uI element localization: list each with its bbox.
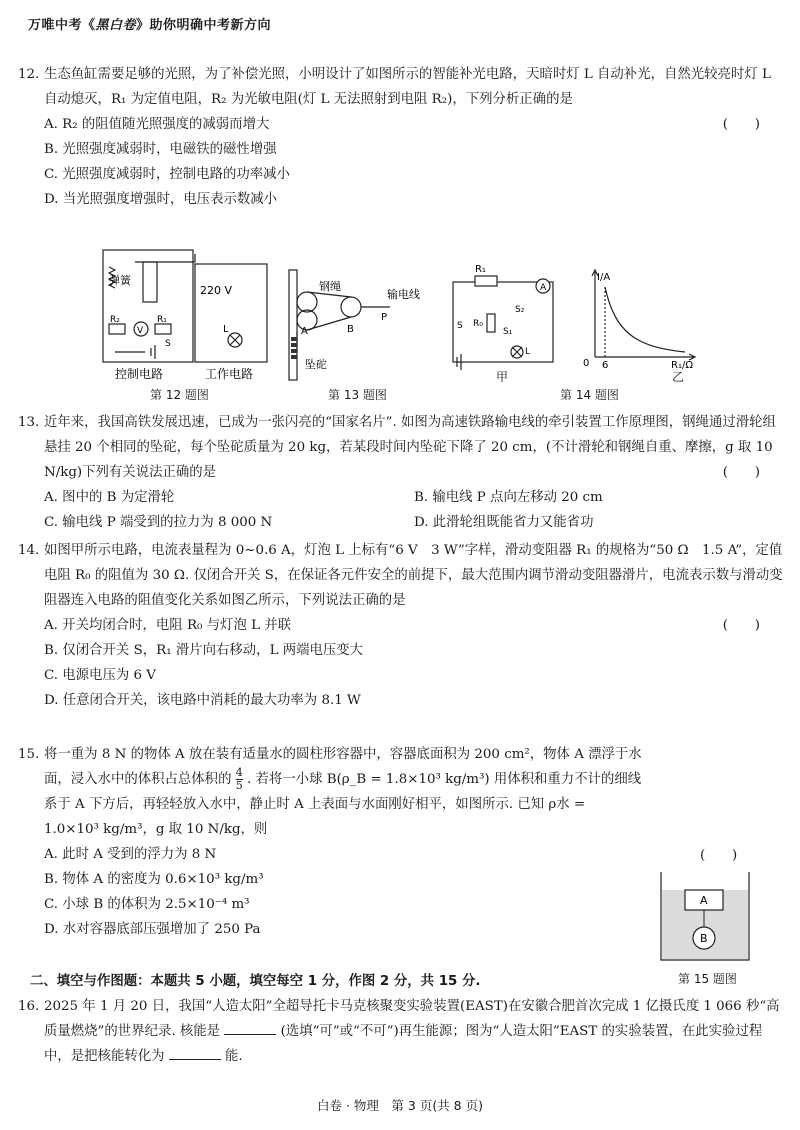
q15-answer-bracket: ( ) (700, 848, 738, 863)
fig15-a-label: A (700, 894, 708, 907)
option-c: C. 小球 B 的体积为 2.5×10⁻⁴ m³ (44, 897, 250, 912)
fig12-r1-label: R₁ (157, 315, 167, 325)
fig14-jia-label: 甲 (496, 370, 509, 384)
fig14-r1-label: R₁ (475, 264, 486, 275)
fraction-denominator: 5 (235, 779, 243, 792)
question-number: 12. (18, 67, 40, 82)
section-heading: 二、填空与作图题：本题共 5 小题，填空每空 1 分，作图 2 分，共 15 分. (30, 974, 481, 989)
option-b: B. 输电线 P 点向左移动 20 cm (414, 490, 603, 505)
header-prefix: 万唯中考《 (28, 18, 96, 33)
question-number: 14. (18, 543, 40, 558)
question-number: 16. (18, 999, 40, 1014)
option-d: D. 当光照强度增强时，电压表示数减小 (44, 192, 278, 207)
fig12-voltage-label: 220 V (200, 284, 233, 297)
fig13-weight-label: 坠砣 (305, 358, 327, 371)
fraction-numerator: 4 (235, 766, 243, 779)
fig12-caption: 第 12 题图 (150, 388, 209, 402)
page-footer: 白卷 · 物理 第 3 页(共 8 页) (317, 1098, 483, 1113)
option-c: C. 输电线 P 端受到的拉力为 8 000 N (44, 515, 273, 530)
fig13-b-label: B (347, 324, 354, 335)
fig14-origin: 0 (583, 358, 590, 369)
question-16 (18, 994, 784, 1069)
header-brand: 黑白卷 (95, 18, 137, 33)
fig14-ylabel: I/A (597, 272, 611, 283)
fig14-xlabel: R₁/Ω (671, 360, 693, 371)
fig14-tick: 6 (602, 360, 609, 371)
option-a: A. R₂ 的阻值随光照强度的减弱而增大 (44, 117, 270, 132)
fig12-v-label: V (137, 326, 144, 336)
question-stem: 如图甲所示电路，电流表量程为 0~0.6 A，灯泡 L 上标有“6 V 3 W”字样，滑动变阻器 R₁ 的规格为“50 Ω 1.5 A”，定值电阻 R₀ 的阻值为 30 Ω. 仅闭合开关 S，在保证各元件安全的前提下，最大范围内调节滑动变阻器滑片，电流表示数与滑动变阻器连入电路的阻值变化关系如图乙所示，下列说法正确的是 (44, 543, 783, 608)
question-number: 15. (18, 747, 40, 762)
fig12-r2-label: R₂ (110, 315, 120, 325)
option-c: C. 电源电压为 6 V (44, 668, 156, 683)
question-stem-part2: . 若将一小球 B(ρ_B = 1.8×10³ kg/m³) 用体积和重力不计的细线系于 A 下方后，再轻轻放入水中，静止时 A 上表面与水面刚好相平，如图所示. 已知 ρ水 = 1.0×10³ kg/m³，g 取 10 N/kg，则 (44, 772, 642, 837)
answer-blank-2[interactable] (169, 1045, 221, 1060)
fig14-caption: 第 14 题图 (560, 388, 619, 402)
answer-bracket: ( ) (722, 618, 760, 633)
fig12-s-label: S (165, 339, 171, 349)
fig12-l-label: L (223, 324, 229, 335)
question-stem-part1: 将一重为 8 N 的物体 A 放在装有适量水的圆柱形容器中，容器底面积为 200 cm²，物体 A 漂浮于水面，浸入水中的体积占总体积的 (44, 747, 642, 787)
figure-14-graph (575, 262, 705, 382)
figure-15-container (655, 868, 755, 968)
fig13-wire-label: 输电线 (387, 288, 420, 301)
option-a: A. 开关均闭合时，电阻 R₀ 与灯泡 L 并联 (44, 618, 292, 633)
fig13-p-label: P (381, 312, 388, 323)
fig12-work-label: 工作电路 (205, 367, 254, 381)
fig12-spring-label: 弹簧 (109, 274, 131, 287)
option-d: D. 任意闭合开关，该电路中消耗的最大功率为 8.1 W (44, 693, 361, 708)
fraction-4-5 (236, 767, 243, 792)
question-stem: 近年来，我国高铁发展迅速，已成为一张闪亮的“国家名片”. 如图为高速铁路输电线的牵引装置工作原理图，钢绳通过滑轮组悬挂 20 个相同的坠砣，每个坠砣质量为 20 kg，若某段时间内坠砣下降了 20 cm，(不计滑轮和钢绳自重、摩擦，g 取 10 N/kg)下列有关说法正确的是 (44, 415, 776, 480)
question-stem: 生态鱼缸需要足够的光照，为了补偿光照，小明设计了如图所示的智能补光电路，天暗时灯 L 自动补光，自然光较亮时灯 L 自动熄灭，R₁ 为定值电阻，R₂ 为光敏电阻(灯 L 无法照射到电阻 R₂)，下列分析正确的是 (44, 67, 771, 107)
figure-12-circuit (95, 242, 275, 382)
answer-bracket: ( ) (722, 117, 760, 132)
option-b: B. 物体 A 的密度为 0.6×10³ kg/m³ (44, 872, 264, 887)
fig13-a-label: A (301, 326, 308, 337)
fig14-s2-label: S₂ (515, 305, 525, 315)
question-12 (18, 62, 784, 212)
question-stem-part2: (选填“可”或“不可”)再生能源；图为“人造太阳”EAST 的实验装置，在此实验过程中，是把核能转化为 (44, 1024, 763, 1064)
question-13 (18, 410, 784, 535)
option-c: C. 光照强度减弱时，控制电路的功率减小 (44, 167, 290, 182)
fig13-rope-label: 钢绳 (319, 280, 341, 293)
option-b: B. 仅闭合开关 S，R₁ 滑片向右移动，L 两端电压变大 (44, 643, 364, 658)
figure-14-circuit (445, 262, 560, 382)
figure-13-pulley (285, 262, 435, 382)
fig12-control-label: 控制电路 (115, 367, 164, 381)
fig14-s-label: S (457, 321, 463, 331)
fig14-l-label: L (525, 347, 531, 357)
fig14-r0-label: R₀ (473, 319, 483, 329)
question-15 (18, 742, 644, 942)
question-stem-part3: 能. (225, 1049, 243, 1064)
page-header (28, 14, 271, 33)
option-d: D. 水对容器底部压强增加了 250 Pa (44, 922, 261, 937)
option-a: A. 此时 A 受到的浮力为 8 N (44, 847, 217, 862)
fig14-yi-label: 乙 (672, 370, 685, 384)
fig15-b-label: B (700, 932, 708, 945)
fig14-ammeter-label: A (540, 283, 547, 293)
answer-bracket: ( ) (722, 465, 760, 480)
question-number: 13. (18, 415, 40, 430)
fig13-caption: 第 13 题图 (328, 388, 387, 402)
fig15-caption: 第 15 题图 (678, 972, 737, 986)
option-b: B. 光照强度减弱时，电磁铁的磁性增强 (44, 142, 277, 157)
header-suffix: 》助你明确中考新方向 (136, 18, 272, 33)
answer-blank-1[interactable] (224, 1020, 276, 1035)
option-a: A. 图中的 B 为定滑轮 (44, 490, 175, 505)
question-14 (18, 538, 784, 713)
fig14-s1-label: S₁ (503, 327, 513, 337)
question-stem-part1: 2025 年 1 月 20 日，我国“人造太阳”全超导托卡马克核聚变实验装置(EAST)在安徽合肥首次完成 1 亿摄氏度 1 066 秒“高质量燃烧”的世界纪录. 核能是 (44, 999, 780, 1039)
option-d: D. 此滑轮组既能省力又能省功 (414, 515, 594, 530)
